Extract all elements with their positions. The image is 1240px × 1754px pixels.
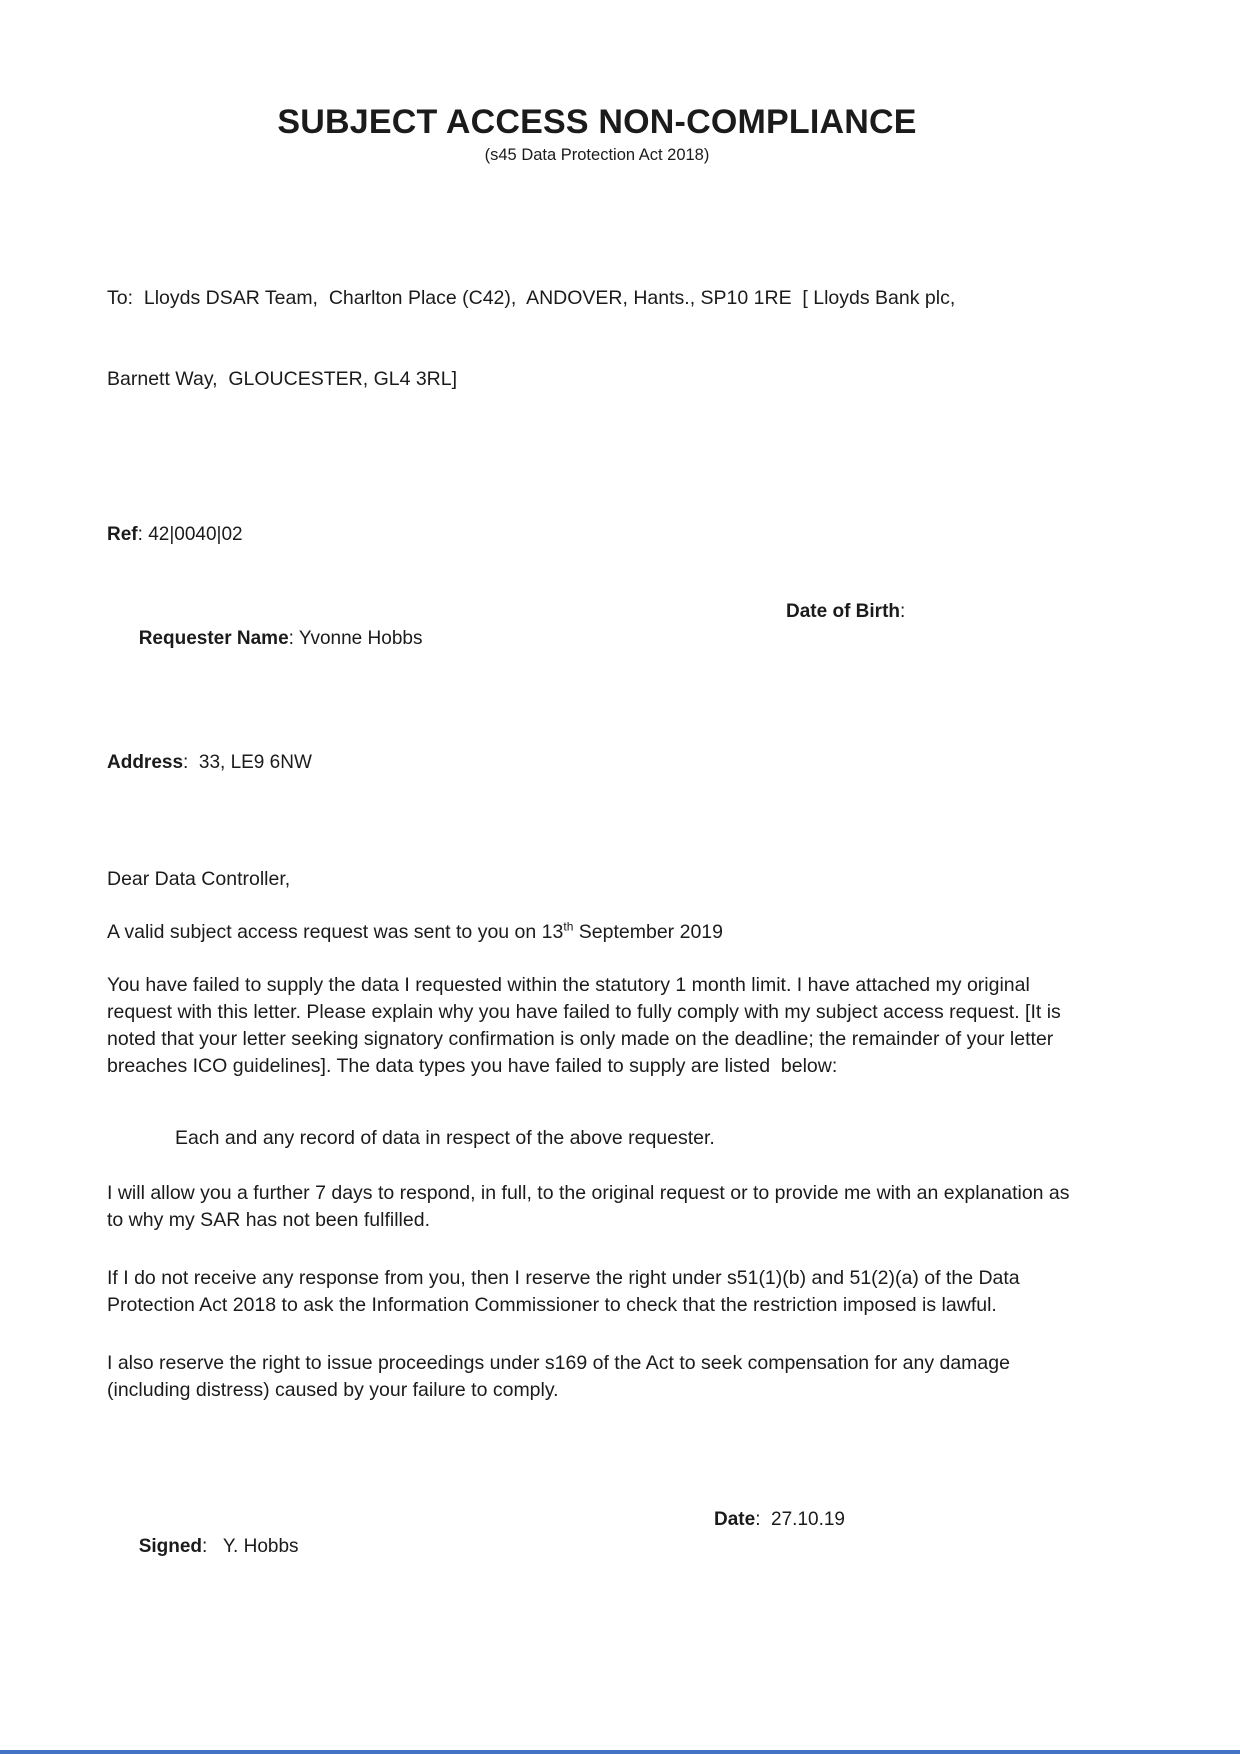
request-sent-prefix: A valid subject access request was sent to you on 13	[107, 921, 564, 944]
signed-value: Y. Hobbs	[222, 1536, 299, 1558]
recipient-line-1	[107, 285, 1087, 312]
address-row	[107, 749, 1087, 776]
paragraph-further-7-days: I will allow you a further 7 days to respond, in full, to the original request or to provide me with an explanation as to why my SAR has not been fulfilled.	[107, 1182, 1075, 1232]
paragraph-reserve-right: If I do not receive any response from you, then I reserve the right under s51(1)(b) and 51(2)(a) of the Data Protection Act 2018 to ask the Information Commissioner to check that the restriction imposed is lawful.	[107, 1267, 1026, 1317]
ref-label: Ref	[107, 524, 138, 546]
paragraph-proceedings: I also reserve the right to issue proceedings under s169 of the Act to seek compensation for any damage (including distress) caused by your failure to comply.	[107, 1352, 1016, 1402]
request-sent-suffix: September 2019	[573, 921, 723, 944]
paragraph-failed-to-supply: You have failed to supply the data I requested within the statutory 1 month limit. I have attached my original request with this letter. Please explain why you have failed to fully comply with my subject access request. [It is noted that your letter seeking signatory confirmation is only made on the deadline; the remainder of your letter breaches ICO guidelines]. The data types you have failed to supply are listed below:	[107, 974, 1067, 1078]
date-separator: :	[755, 1509, 772, 1531]
date-value: 27.10.19	[771, 1509, 845, 1531]
signed-separator: :	[202, 1536, 223, 1558]
recipient-line-2: Barnett Way, GLOUCESTER, GL4 3RL]	[107, 368, 458, 391]
date-label: Date	[714, 1509, 756, 1531]
page-subtitle: (s45 Data Protection Act 2018)	[484, 146, 710, 165]
address-separator: :	[183, 752, 199, 774]
date-of-birth-label: Date of Birth	[786, 601, 900, 623]
letter-content	[107, 0, 1087, 1614]
signed-label: Signed	[138, 1536, 203, 1558]
address-label: Address	[107, 752, 184, 774]
ref-value: 42|0040|02	[148, 524, 243, 546]
ref-row	[107, 521, 1087, 548]
requester-name-separator: :	[288, 628, 299, 650]
signed-field	[139, 1536, 299, 1557]
ref-separator: :	[137, 524, 149, 546]
signature-row	[107, 1506, 1087, 1614]
requester-name-label: Requester Name	[138, 628, 289, 650]
salutation: Dear Data Controller,	[107, 868, 291, 891]
bottom-accent-bar	[0, 1750, 1240, 1754]
recipient-address-part-1: Lloyds DSAR Team, Charlton Place (C42), ANDOVER, Hants., SP10 1RE [ Lloyds Bank plc,	[133, 287, 956, 310]
date-field	[714, 1506, 845, 1533]
paragraph-data-types: Each and any record of data in respect of the above requester.	[175, 1127, 715, 1150]
recipient-block	[107, 231, 1087, 447]
page-title: SUBJECT ACCESS NON-COMPLIANCE	[277, 103, 917, 141]
address-value: 33, LE9 6NW	[198, 752, 312, 774]
requester-name-value: Yvonne Hobbs	[298, 628, 423, 650]
request-sent-line	[107, 919, 1087, 946]
recipient-label: To:	[107, 287, 134, 310]
date-ordinal-suffix: th	[563, 919, 574, 934]
date-of-birth-separator: :	[900, 601, 906, 623]
date-of-birth-field	[786, 598, 905, 625]
requester-row	[107, 598, 1087, 706]
